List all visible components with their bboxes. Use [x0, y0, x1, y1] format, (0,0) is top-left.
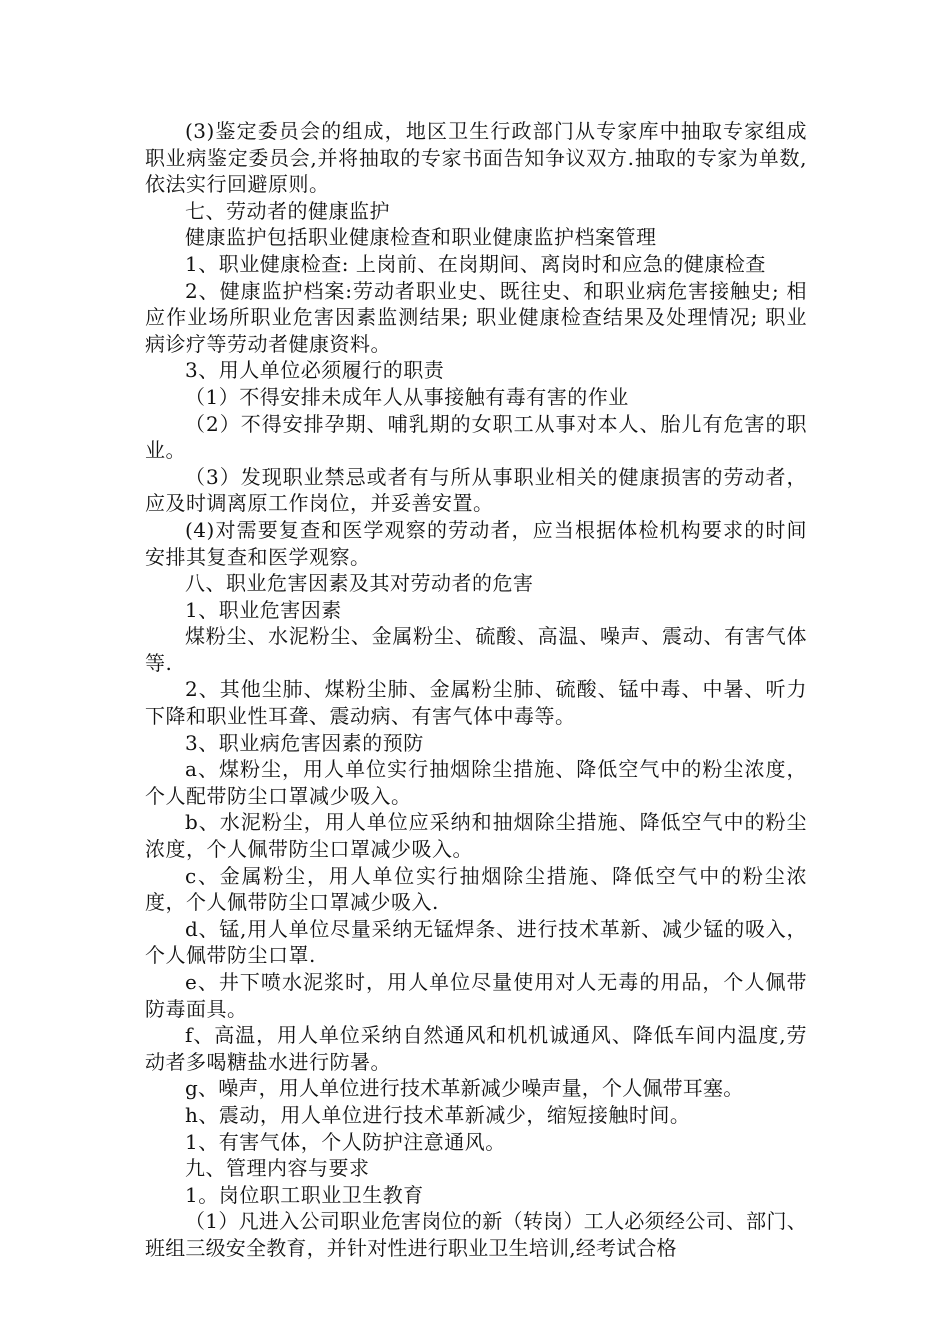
list-item-duty-2: （2）不得安排孕期、哺乳期的女职工从事对本人、胎儿有危害的职业。 [145, 411, 807, 463]
list-item-prevention-d: d、锰,用人单位尽量采纳无锰焊条、进行技术革新、减少锰的吸入，个人佩带防尘口罩. [145, 916, 807, 968]
paragraph-appraisal-committee: (3)鉴定委员会的组成，地区卫生行政部门从专家库中抽取专家组成职业病鉴定委员会,并将抽取的专家书面告知争议双方.抽取的专家为单数,依法实行回避原则。 [145, 119, 807, 197]
paragraph-health-monitoring-scope: 健康监护包括职业健康检查和职业健康监护档案管理 [185, 225, 657, 250]
list-item-prevention-gas: 1、有害气体，个人防护注意通风。 [185, 1129, 506, 1154]
list-item-duty-3: （3）发现职业禁忌或者有与所从事职业相关的健康损害的劳动者，应及时调离原工作岗位，并妥善安置。 [145, 464, 807, 516]
list-item-prevention-b: b、水泥粉尘，用人单位应采纳和抽烟除尘措施、降低空气中的粉尘浓度，个人佩带防尘口罩减少吸入。 [145, 810, 807, 862]
list-item-prevention-a: a、煤粉尘，用人单位实行抽烟除尘措施、降低空气中的粉尘浓度，个人配带防尘口罩减少吸入。 [145, 757, 807, 808]
heading-section-7: 七、劳动者的健康监护 [185, 198, 390, 223]
paragraph-health-records: 2、健康监护档案:劳动者职业史、既往史、和职业病危害接触史; 相应作业场所职业危害因素监测结果; 职业健康检查结果及处理情况; 职业病诊疗等劳动者健康资料。 [145, 278, 807, 356]
heading-section-8: 八、职业危害因素及其对劳动者的危害 [185, 571, 534, 596]
list-item-prevention-h: h、震动，用人单位进行技术革新减少，缩短接触时间。 [185, 1102, 691, 1127]
paragraph-occupational-diseases: 2、其他尘肺、煤粉尘肺、金属粉尘肺、硫酸、锰中毒、中暑、听力下降和职业性耳聋、震动病、有害气体中毒等。 [145, 677, 807, 729]
list-item-prevention-g: g、噪声，用人单位进行技术革新减少噪声量，个人佩带耳塞。 [185, 1076, 744, 1101]
document-body [145, 118, 807, 1262]
heading-prevention: 3、职业病危害因素的预防 [185, 730, 424, 755]
heading-hygiene-education: 1。岗位职工职业卫生教育 [185, 1182, 424, 1207]
list-item-prevention-f: f、高温，用人单位采纳自然通风和机机诚通风、降低车间内温度,劳动者多喝糖盐水进行防暑。 [145, 1023, 807, 1074]
heading-employer-duties: 3、用人单位必须履行的职责 [185, 358, 445, 383]
paragraph-hazard-factor-list: 煤粉尘、水泥粉尘、金属粉尘、硫酸、高温、噪声、震动、有害气体等. [145, 624, 807, 675]
list-item-prevention-e: e、井下喷水泥浆时，用人单位尽量使用对人无毒的用品，个人佩带防毒面具。 [145, 970, 807, 1021]
list-item-prevention-c: c、金属粉尘，用人单位实行抽烟除尘措施、降低空气中的粉尘浓度，个人佩带防尘口罩减少吸入. [145, 863, 807, 915]
list-item-duty-4: (4)对需要复查和医学观察的劳动者，应当根据体检机构要求的时间安排其复查和医学观察。 [145, 517, 807, 569]
heading-section-9: 九、管理内容与要求 [185, 1156, 370, 1181]
heading-hazard-factors: 1、职业危害因素 [185, 597, 342, 622]
list-item-education-1: （1）凡进入公司职业危害岗位的新（转岗）工人必须经公司、部门、班组三级安全教育，并针对性进行职业卫生培训,经考试合格 [145, 1209, 807, 1260]
paragraph-health-examination: 1、职业健康检查: 上岗前、在岗期间、离岗时和应急的健康检查 [185, 251, 766, 276]
list-item-duty-1: （1）不得安排未成年人从事接触有毒有害的作业 [185, 384, 629, 409]
